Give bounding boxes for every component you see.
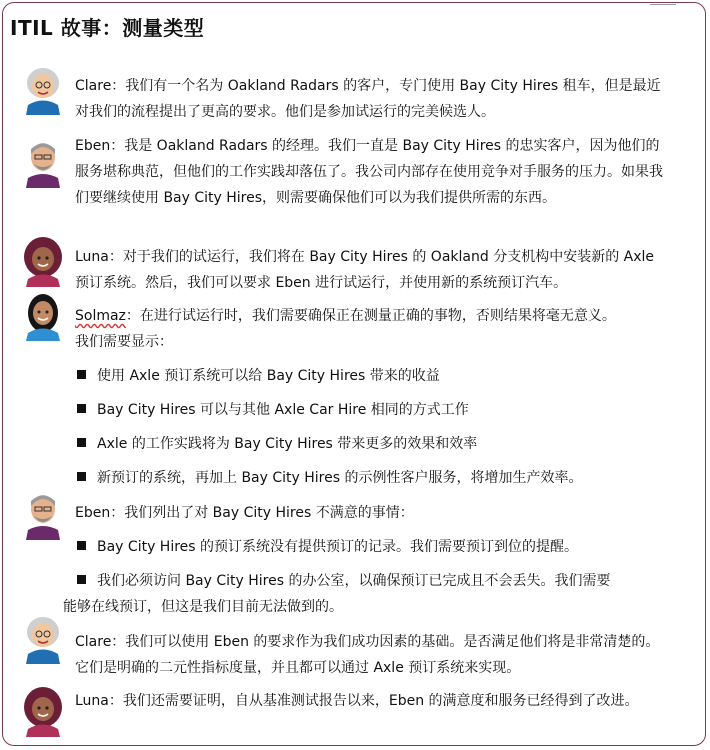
dialog-eben-2: Eben：我们列出了对 Bay City Hires 不满意的事情： bbox=[75, 505, 414, 521]
corner-mark bbox=[650, 0, 676, 5]
dialog-luna-1: Luna：对于我们的试运行，我们将在 Bay City Hires 的 Oakland 分支机构中安装新的 Axle 预订系统。然后，我们可以要求 Eben 进行试运行，并使用新的系统预订汽车。 bbox=[75, 249, 655, 291]
list-item: 我们必须访问 Bay City Hires 的办公室，以确保预订已完成且不会丢失。我们需要 bbox=[77, 569, 610, 593]
bullet-square-icon bbox=[77, 370, 86, 379]
bullet-square-icon bbox=[77, 472, 86, 481]
luna-avatar bbox=[20, 685, 66, 737]
solmaz-name: Solmaz bbox=[75, 308, 126, 324]
eben-avatar bbox=[20, 488, 66, 540]
bullet-square-icon bbox=[77, 404, 86, 413]
list-item-continuation: 能够在线预订，但这是我们目前无法做到的。 bbox=[63, 599, 343, 615]
bullet-square-icon bbox=[77, 438, 86, 447]
solmaz-text: ：在进行试运行时，我们需要确保正在测量正确的事物，否则结果将毫无意义。 bbox=[125, 308, 616, 324]
dialog-clare-1: Clare：我们有一个名为 Oakland Radars 的客户，专门使用 Bay City Hires 租车，但是最近对我们的流程提出了更高的要求。他们是参加试运行的完美候选人。 bbox=[75, 78, 661, 120]
list-item: Bay City Hires 的预订系统没有提供预订的记录。我们需要预订到位的提醒。 bbox=[77, 535, 578, 559]
list-item: Bay City Hires 可以与其他 Axle Car Hire 相同的方式工作 bbox=[77, 398, 469, 422]
list-item: 使用 Axle 预订系统可以给 Bay City Hires 带来的收益 bbox=[77, 364, 440, 388]
dialog-luna-2: Luna：我们还需要证明，自从基准测试报告以来，Eben 的满意度和服务已经得到了改进。 bbox=[75, 693, 639, 709]
solmaz-avatar bbox=[20, 289, 66, 341]
dialog-solmaz-2: 我们需要显示： bbox=[75, 334, 173, 350]
clare-avatar bbox=[20, 63, 66, 115]
list-item: 新预订的系统，再加上 Bay City Hires 的示例性客户服务，将增加生产效率。 bbox=[77, 466, 582, 490]
bullet-square-icon bbox=[77, 575, 86, 584]
list-item: Axle 的工作实践将为 Bay City Hires 带来更多的效果和效率 bbox=[77, 432, 477, 456]
eben-avatar bbox=[20, 136, 66, 188]
luna-avatar bbox=[20, 235, 66, 287]
dialog-solmaz-1 bbox=[75, 303, 670, 329]
bullet-square-icon bbox=[77, 541, 86, 550]
dialog-eben-1: Eben：我是 Oakland Radars 的经理。我们一直是 Bay City Hires 的忠实客户，因为他们的服务堪称典范，但他们的工作实践却落伍了。我公司内部存在使用竞争对手服务的压力。如果我们要继续使用 Bay City Hires，则需要确保他们可以为我们提供所需的东西。 bbox=[75, 138, 663, 206]
dialog-clare-2: Clare：我们可以使用 Eben 的要求作为我们成功因素的基础。是否满足他们将是非常清楚的。它们是明确的二元性指标度量，并且都可以通过 Axle 预订系统来实现。 bbox=[75, 634, 660, 676]
clare-avatar bbox=[20, 612, 66, 664]
page-title: ITIL 故事：测量类型 bbox=[10, 16, 205, 40]
